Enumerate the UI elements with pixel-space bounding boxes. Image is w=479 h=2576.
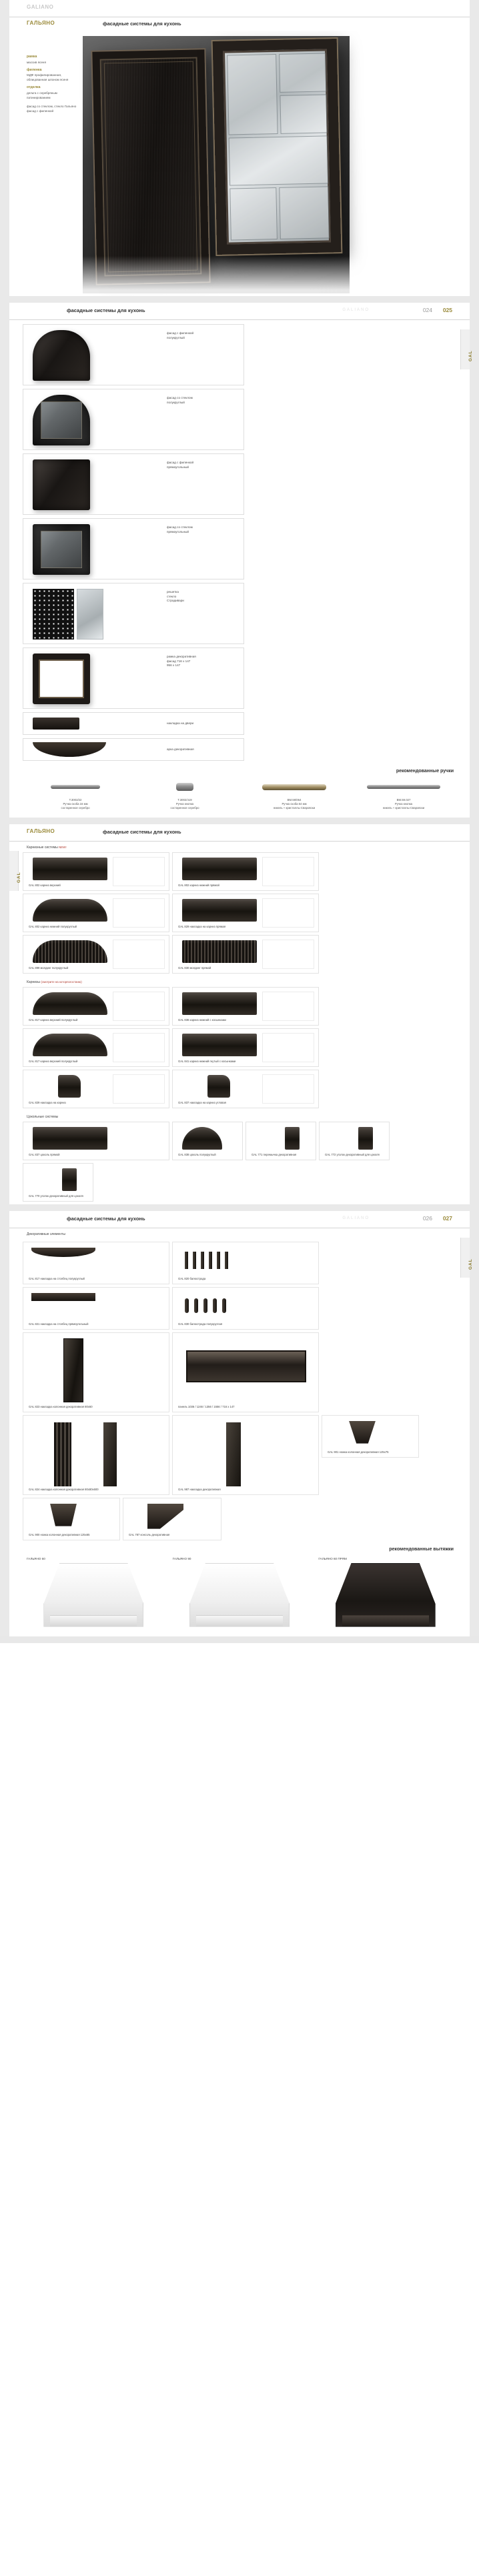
spec-heading-finish: отделка [27, 85, 41, 90]
product-thumbnail [33, 395, 90, 445]
product-cell[interactable] [23, 648, 244, 709]
watermark: GALIANO [342, 308, 370, 312]
profile-item[interactable] [172, 987, 319, 1026]
spec-line: массив ясеня [27, 60, 46, 64]
spec-foot-line: фасад с филенкой [27, 109, 54, 113]
profile-item[interactable] [23, 1070, 169, 1108]
hood-item[interactable] [23, 1557, 165, 1627]
handle-desc: Ручка кнопка [175, 802, 194, 806]
product-caption: прямоугольный [167, 465, 189, 469]
profile-item[interactable] [23, 852, 169, 891]
decorative-code: GAL 823 накладка колонная декоративная 80х60 [29, 1404, 93, 1408]
technical-drawing [262, 992, 314, 1021]
handle-item[interactable] [23, 778, 128, 811]
product-caption: накладка на двери [167, 722, 194, 725]
door-panel-image [92, 49, 209, 283]
decorative-item[interactable] [322, 1415, 419, 1458]
product-caption: стекло [167, 594, 177, 598]
product-thumbnail [33, 459, 90, 510]
brand-ru-label: ГАЛЬЯНО [27, 828, 55, 834]
product-cell[interactable] [23, 712, 244, 735]
profile-code: GAL 837 цоколь прямой [29, 1152, 60, 1156]
hoods-section-title: рекомендованные вытяжки [389, 1546, 454, 1552]
profile-code: GAL 899 молдинг полукруглый [29, 966, 69, 970]
spread-024-025 [0, 303, 479, 818]
decorative-code: GAL 817 накладка на столбец полукруглый [29, 1276, 85, 1280]
hood-item[interactable] [314, 1557, 456, 1627]
profile-code: GAL 837 накладка на карниз угловая [178, 1100, 226, 1104]
profile-item[interactable] [23, 1028, 169, 1067]
handle-desc: состаренное серебро [61, 806, 90, 810]
profile-grid-cornices2 [9, 986, 470, 1111]
profile-item[interactable] [23, 987, 169, 1026]
product-caption: арка декоративная [167, 748, 194, 751]
profile-item[interactable] [172, 1070, 319, 1108]
technical-drawing [113, 940, 165, 969]
decorative-item[interactable] [123, 1498, 221, 1540]
profile-item[interactable] [172, 1122, 243, 1160]
product-cell[interactable] [23, 324, 244, 385]
product-caption: полукруглый [167, 400, 185, 404]
spec-line: дельта с серебряным [27, 91, 57, 95]
profile-item[interactable] [23, 935, 169, 974]
handle-code: BM.59/064 [287, 798, 302, 802]
decorative-item[interactable] [23, 1498, 120, 1540]
product-caption: фасад с филенкой [167, 331, 194, 335]
spread-header [9, 824, 470, 842]
technical-drawing [262, 898, 314, 928]
decorative-item[interactable] [23, 1242, 169, 1284]
decorative-code: GAL 787 консоль декоративная [129, 1532, 170, 1536]
page-number-right: 025 [442, 307, 452, 313]
decorative-item[interactable] [23, 1415, 169, 1495]
spread-title: фасадные системы для кухонь [103, 828, 181, 835]
profile-item[interactable] [172, 935, 319, 974]
watermark: GALIANO [342, 1216, 370, 1220]
spec-line: МДФ профилированная, [27, 73, 62, 77]
profile-code: GAL 817 карниз верхний полукруглый [29, 1059, 78, 1063]
profile-grid-plinth [9, 1120, 470, 1204]
product-caption: прямоугольный [167, 529, 189, 533]
decorative-item[interactable] [23, 1287, 169, 1330]
decorative-code: панель 1036 / 1246 / 1356 / 1556 / 716 х 147 [178, 1404, 235, 1408]
hood-name: ГАЛЬЯНО 90 [172, 1556, 191, 1560]
hood-image [189, 1563, 290, 1627]
decorative-item[interactable] [172, 1332, 319, 1412]
product-cell[interactable] [23, 583, 244, 644]
hood-image [43, 1563, 143, 1627]
hood-name: ГАЛЬЯНО 60 ПРЯМ [318, 1556, 347, 1560]
spread-header [9, 0, 470, 17]
handle-code: Т.3002/419 [177, 798, 192, 802]
product-caption: фасад со стеклом [167, 396, 193, 399]
profile-code: GAL 836 карниз нижний с косынками [178, 1018, 226, 1022]
profile-item[interactable] [246, 1122, 316, 1160]
technical-drawing [113, 992, 165, 1021]
profile-code: GAL 771 перемычка декоративная [252, 1152, 297, 1156]
hoods-row [9, 1553, 470, 1636]
spread-title: фасадные системы для кухонь [103, 21, 181, 27]
product-cell[interactable] [23, 389, 244, 450]
product-caption: фасад со стеклом [167, 525, 193, 529]
new-badge: NEW! [59, 845, 67, 849]
handle-item[interactable] [132, 778, 237, 811]
handle-code: BM.59.027 [396, 798, 411, 802]
page-number-left: 024 [422, 307, 432, 313]
profile-code: GAL 802 карниз верхний [29, 883, 61, 887]
hood-item[interactable] [169, 1557, 311, 1627]
handle-desc: Ручка скоба 64 мм [282, 802, 307, 806]
spec-heading-frame: рамка [27, 55, 37, 59]
handle-desc: Ручка скоба 16 мм [63, 802, 88, 806]
grille-pattern-swatch [33, 589, 74, 639]
product-caption: фасад 716 х 147 [167, 659, 191, 663]
spec-foot-line: фасад со стеклом, стекло Гальяно [27, 104, 77, 108]
profile-code: GAL 830 молдинг прямой [178, 966, 211, 970]
handle-desc: состаренное серебро [170, 806, 199, 810]
profile-item[interactable] [172, 852, 319, 891]
decorative-arch-thumbnail [33, 742, 106, 757]
profile-item[interactable] [172, 894, 319, 932]
decorative-code: GAL 901 ножка колонная декоративная 125х75 [328, 1450, 389, 1454]
product-caption: решетка [167, 590, 179, 593]
profile-item[interactable] [23, 1122, 169, 1160]
technical-drawing [113, 1074, 165, 1104]
page-number-right: 027 [442, 1214, 452, 1222]
handles-section-title: рекомендованные ручки [396, 769, 454, 774]
product-thumbnail [33, 524, 90, 575]
decorative-code: GAL 830 балюстрада полукруглая [178, 1322, 223, 1326]
profile-code: GAL 770 уголок декоративный для цоколя [29, 1194, 83, 1198]
section-label-decorative: Декоративные элементы [27, 1232, 65, 1236]
product-caption: рамка декоративная [167, 655, 196, 658]
side-tab-gal: GAL [460, 329, 470, 369]
spread-title: фасадные системы для кухонь [67, 1215, 145, 1222]
profile-grid-cornices [9, 851, 470, 976]
decorative-item[interactable] [172, 1415, 319, 1495]
handle-desc: никель + кристаллы Сваровски [382, 806, 425, 810]
product-caption: полукруглый [167, 335, 185, 339]
handle-desc: никель + кристаллы Сваровски [273, 806, 316, 810]
technical-drawing [113, 857, 165, 886]
profile-item[interactable] [319, 1122, 390, 1160]
spread-title: фасадные системы для кухонь [67, 307, 145, 313]
product-caption: фасад с филенкой [167, 461, 194, 464]
product-thumbnail [33, 330, 90, 381]
spread-header [9, 1211, 470, 1228]
product-grid [9, 320, 470, 766]
product-caption: 956 х 147 [167, 664, 181, 668]
handle-item[interactable] [242, 778, 347, 811]
glass-swatch [77, 589, 103, 639]
door-overlay-thumbnail [33, 718, 79, 730]
decorative-item[interactable] [172, 1287, 319, 1330]
cover-illustration [9, 31, 470, 296]
spec-heading-panel: филенка [27, 67, 42, 72]
decorative-item[interactable] [172, 1242, 319, 1284]
technical-drawing [113, 1033, 165, 1062]
technical-drawing [113, 898, 165, 928]
profile-item[interactable] [23, 1163, 93, 1202]
section-label-cornices: Карнизные системы NEW! [27, 845, 67, 850]
page-number-left: 026 [422, 1214, 432, 1222]
brand-label: GALIANO [27, 4, 54, 10]
decorative-grid [9, 1238, 470, 1544]
spread-header [9, 303, 470, 320]
decorative-code: GAL 824 накладка колонная декоративная 80х80х600 [29, 1487, 99, 1491]
profile-code: GAL 829 накладка на карниз [29, 1100, 66, 1104]
profile-item[interactable] [23, 894, 169, 932]
decorative-item[interactable] [23, 1332, 169, 1412]
spread-026-027 [0, 1211, 479, 1636]
product-cell[interactable] [23, 518, 244, 579]
section-label-plinth: Цокольные системы [27, 1114, 59, 1119]
profile-code: GAL 838 цоколь полукруглый [178, 1152, 216, 1156]
decorative-code: GAL 900 ножка колонная декоративная 125х65 [29, 1532, 90, 1536]
profile-code: GAL 772 уголок декоративный для цоколя [325, 1152, 380, 1156]
technical-drawing [262, 1033, 314, 1062]
profile-code: GAL 829 накладка на карниз прямая [178, 924, 226, 928]
brand-ru-label: ГАЛЬЯНО [27, 20, 55, 26]
handle-code: Т.3002/22 [69, 798, 82, 802]
section-label-cornices2: Карнизы (смотрите на которпогостаню) [27, 980, 82, 984]
section-note: (смотрите на которпогостаню) [41, 980, 82, 984]
profile-code: GAL 802 карниз нижний полукруглый [29, 924, 77, 928]
decorative-frame-thumbnail [33, 654, 90, 704]
product-cell[interactable] [23, 453, 244, 515]
handle-desc: Ручка кнопка [394, 802, 413, 806]
spec-line: облицованная шпоном ясеня [27, 78, 69, 82]
side-tab-gal: GAL [460, 1238, 470, 1278]
handles-row [9, 775, 470, 818]
profile-code: GAL 841 карниз нижний гнутый с косынками [178, 1059, 236, 1063]
spec-line: патинированием [27, 95, 51, 99]
profile-code: GAL 802 карниз нижний прямой [178, 883, 219, 887]
profile-code: GAL 817 карниз верхний полукруглый [29, 1018, 78, 1022]
technical-drawing [262, 1074, 314, 1104]
technical-drawing [262, 940, 314, 969]
hood-image [336, 1563, 436, 1627]
side-tab-gal: GAL [9, 851, 19, 891]
handle-item[interactable] [351, 778, 456, 811]
hood-name: ГАЛЬЯНО 60 [27, 1556, 45, 1560]
profile-item[interactable] [172, 1028, 319, 1067]
product-caption: Страдивари [167, 599, 184, 603]
spread-profiles [0, 824, 479, 1204]
decorative-code: GAL 821 накладка на столбец прямоугольный [29, 1322, 89, 1326]
decorative-code: GAL 987 накладка декоративная [178, 1487, 221, 1491]
spread-cover [0, 0, 479, 296]
mirror-door-image [213, 39, 342, 255]
product-cell[interactable] [23, 738, 244, 761]
technical-drawing [262, 857, 314, 886]
decorative-code: GAL 820 балюстрада [178, 1276, 206, 1280]
